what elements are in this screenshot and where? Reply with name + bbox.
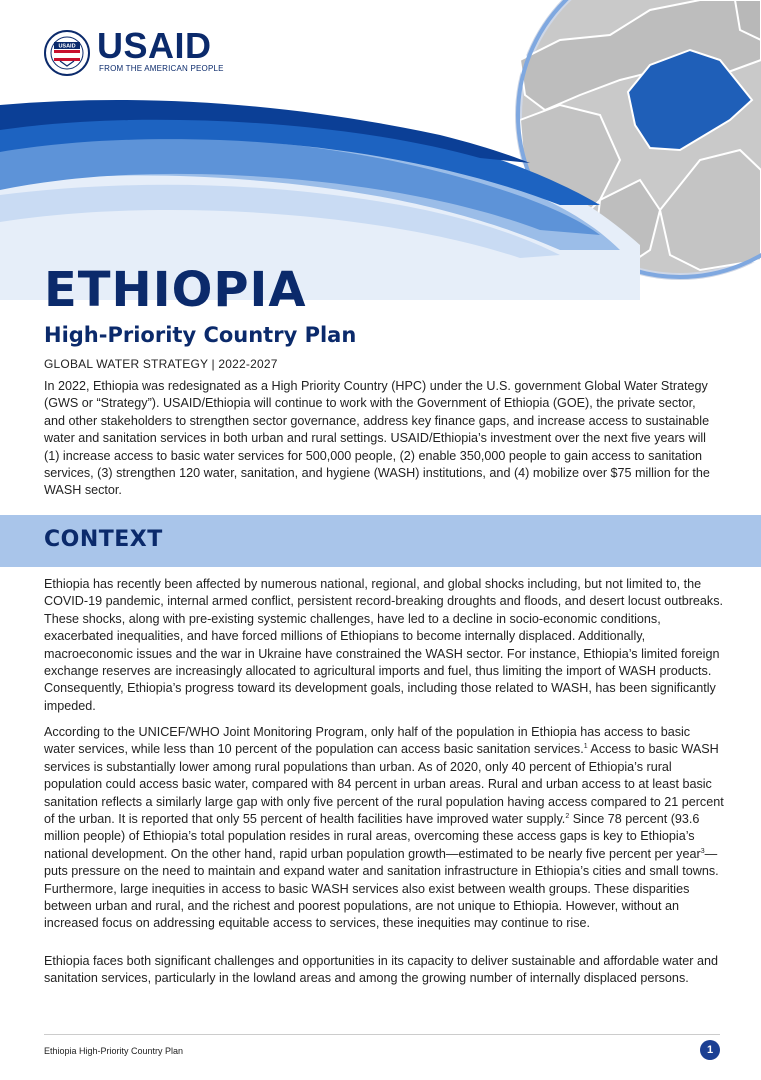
footnote-ref-2[interactable]: 2 <box>565 812 570 820</box>
footer-title: Ethiopia High-Priority Country Plan <box>44 1046 184 1056</box>
context-paragraph-2 <box>44 724 724 933</box>
footnote-ref-1[interactable]: 1 <box>583 743 588 751</box>
footnote-ref-3[interactable]: 3 <box>700 847 705 855</box>
footer-divider <box>44 1034 720 1035</box>
page-subtitle: High-Priority Country Plan <box>44 323 357 347</box>
context-paragraph-2-part-c: Since 78 percent (93.6 million people) of Ethiopia’s total population resides in rural areas, overcoming these access gaps is key to Ethiopia’s national development. On the other hand, rapid urban population growth—estimated to be nearly five percent per year <box>44 812 701 861</box>
context-paragraph-2-part-a: According to the UNICEF/WHO Joint Monitoring Program, only half of the population in Ethiopia has access to basic water services, while less than 10 percent of the population can access basic sanitation services. <box>44 725 691 757</box>
context-paragraph-2-part-b: Access to basic WASH services is substantially lower among rural populations than urban. As of 2020, only 40 percent of Ethiopia’s rural population could access basic water, compared with 84 percent in urban areas. Rural and urban access to at least basic sanitation reflects a similarly large gap with only five percent of the rural population having access compared to 21 percent of the urban. It is reported that only 55 percent of health facilities have improved water supply. <box>44 742 724 827</box>
intro-paragraph: In 2022, Ethiopia was redesignated as a High Priority Country (HPC) under the U.S. government Global Water Strategy (GWS or “Strategy”). USAID/Ethiopia will continue to work with the Government of Ethiopia (GOE), the private sector, and other stakeholders to strengthen sector governance, address key finance gaps, and increase access to sustainable water and sanitation services in both urban and rural settings. USAID/Ethiopia’s investment over the next five years will (1) increase access to basic water services for 500,000 people, (2) enable 350,000 people to gain access to sanitation services, (3) strengthen 120 water, sanitation, and hygiene (WASH) institutions, and (4) mobilize over $75 million for the WASH sector. <box>44 379 710 498</box>
context-paragraph-1: Ethiopia has recently been affected by numerous national, regional, and global shocks including, but not limited to, the COVID-19 pandemic, internal armed conflict, persistent record-breaking droughts and floods, and desert locust outbreaks. These shocks, along with pre-existing systemic challenges, have led to a decline in socio-economic conditions, exacerbated inequalities, and have forced millions of Ethiopians to become internally displaced. Additionally, macroeconomic issues and the war in Ukraine have constrained the WASH sector. For instance, Ethiopia’s limited foreign exchange reserves are increasingly allocated to agricultural imports and fuel, thus limiting the import of WASH products. Consequently, Ethiopia’s progress toward its development goals, including those related to WASH, has been significantly impeded. <box>44 577 724 713</box>
strategy-kicker: GLOBAL WATER STRATEGY | 2022-2027 <box>44 357 278 371</box>
page-title: ETHIOPIA <box>44 262 307 318</box>
context-heading: CONTEXT <box>44 527 163 552</box>
page-number-badge: 1 <box>700 1040 720 1060</box>
context-paragraph-2-part-d: —puts pressure on the need to maintain and expand water and sanitation infrastructure in Ethiopia’s cities and small towns. Furthermore, large inequities in access to basic WASH services also exist between wealth groups. These disparities between urban and rural, and the richest and poorest populations, are not unique to Ethiopia. However, without an increased focus on addressing equitable access to services, these inequities may continue to rise. <box>44 846 719 931</box>
usaid-wordmark: USAID <box>97 25 212 66</box>
usaid-seal-logo <box>44 30 90 76</box>
seal-text: USAID <box>58 43 76 50</box>
context-paragraph-3: Ethiopia faces both significant challenges and opportunities in its capacity to deliver sustainable and affordable water and sanitation services, particularly in the lowland areas and among the growing number of internally displaced persons. <box>44 954 718 986</box>
usaid-tagline: FROM THE AMERICAN PEOPLE <box>99 64 224 73</box>
